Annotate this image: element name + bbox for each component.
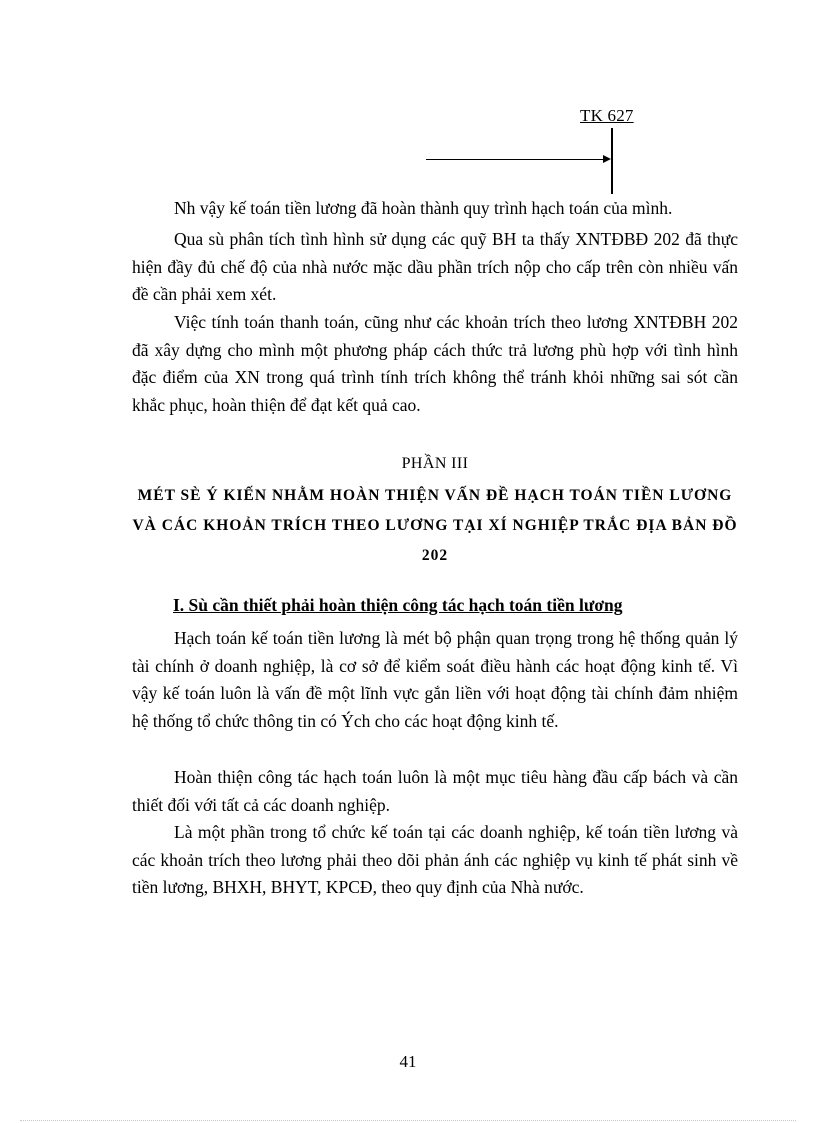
- paragraph-insurance-analysis: Qua sù phân tích tình hình sử dụng các quỹ BH ta thấy XNTĐBĐ 202 đã thực hiện đầy đủ chế độ của nhà nước mặc dầu phần trích nộp cho cấp trên còn nhiều vấn đề cần phải xem xét.: [132, 229, 738, 304]
- arrow-head-icon: [603, 155, 611, 163]
- entry-arrow-line: [426, 159, 606, 160]
- paragraph-conclusion: Nh vậy kế toán tiền lương đã hoàn thành quy trình hạch toán của mình.: [174, 198, 673, 218]
- part-heading: MÉT SÈ Ý KIẾN NHẰM HOÀN THIỆN VẤN ĐỀ HẠCH TOÁN TIỀN LƯƠNG VÀ CÁC KHOẢN TRÍCH THEO LƯƠNG TẠI XÍ NGHIỆP TRẮC ĐỊA BẢN ĐỒ 202: [132, 487, 738, 564]
- t-account-vertical-line: [611, 128, 613, 194]
- page-number: 41: [399, 1052, 417, 1071]
- paragraph-payment-method: Việc tính toán thanh toán, cũng như các khoản trích theo lương XNTĐBH 202 đã xây dựng cho mình một phương pháp cách thức trả lương phù hợp với tình hình đặc điểm của XN trong quá trình tính trích không thể tránh khỏi những sai sót cần khắc phục, hoàn thiện để đạt kết quả cao.: [132, 312, 738, 415]
- account-t-label: TK 627: [580, 106, 634, 125]
- paragraph-accounting-role: Hạch toán kế toán tiền lương là mét bộ phận quan trọng trong hệ thống quản lý tài chính ở doanh nghiệp, là cơ sở để kiểm soát điều hành các hoạt động kinh tế. Vì vậy kế toán luôn là vấn đề một lĩnh vực gắn liền với hoạt động tài chính đảm nhiệm hệ thống tổ chức thông tin có Ých cho các hoạt động kinh tế.: [132, 628, 738, 731]
- page-bottom-divider: [20, 1120, 796, 1121]
- paragraph-improvement-goal: Hoàn thiện công tác hạch toán luôn là một mục tiêu hàng đầu cấp bách và cần thiết đối với tất cả các doanh nghiệp.: [132, 767, 738, 815]
- paragraph-accounting-duties: Là một phần trong tổ chức kế toán tại các doanh nghiệp, kế toán tiền lương và các khoản trích theo lương phải theo dõi phản ánh các nghiệp vụ kinh tế phát sinh về tiền lương, BHXH, BHYT, KPCĐ, theo quy định của Nhà nước.: [132, 822, 738, 897]
- section-heading: I. Sù cần thiết phải hoàn thiện công tác hạch toán tiền lương: [173, 595, 623, 615]
- part-label: PHẦN III: [401, 455, 469, 472]
